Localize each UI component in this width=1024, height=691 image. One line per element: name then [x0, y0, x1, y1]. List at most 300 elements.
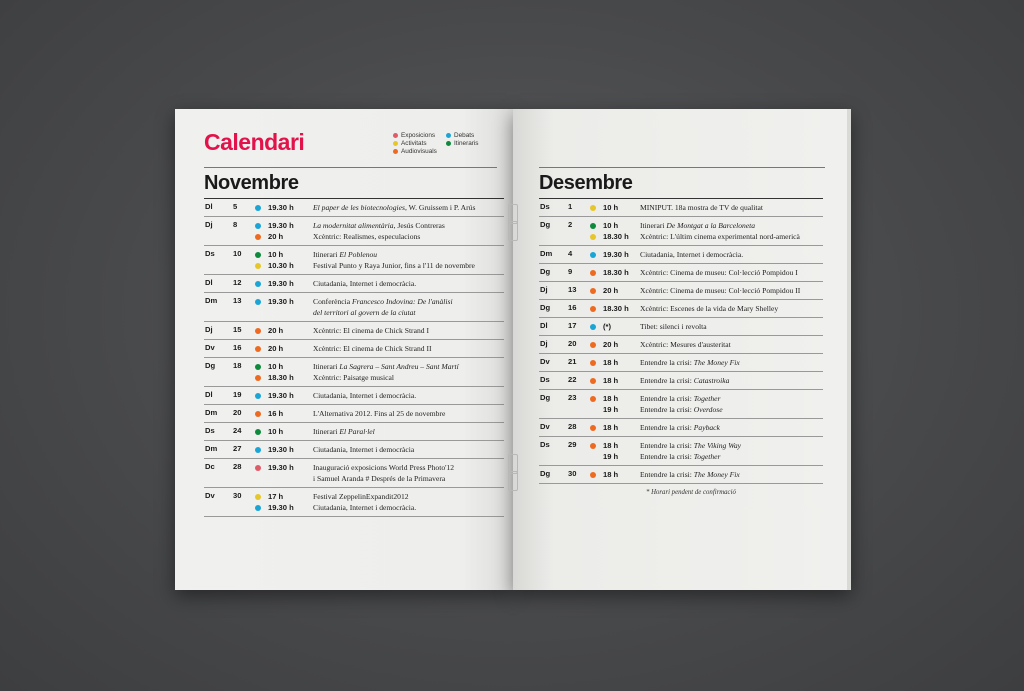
day-number: 21 — [568, 357, 577, 366]
event-line — [255, 231, 504, 242]
event-list — [255, 426, 504, 437]
event-line — [590, 469, 823, 480]
description-segment: Xcèntric: Cinema de museu: Col·lecció Pompidou II — [640, 286, 801, 295]
event-time: 10 h — [268, 250, 284, 259]
schedule-row — [539, 419, 823, 437]
day-number: 30 — [568, 469, 577, 478]
category-dot-icon — [590, 407, 596, 413]
day-number: 24 — [233, 426, 242, 435]
schedule-row — [204, 488, 504, 517]
category-dot-icon — [590, 425, 596, 431]
day-label — [539, 339, 590, 350]
event-line — [255, 296, 504, 307]
category-dot-icon — [590, 360, 596, 366]
day-label — [539, 469, 590, 480]
day-label — [204, 390, 255, 401]
event-list — [590, 422, 823, 433]
legend-label: Itineraris — [454, 139, 479, 147]
event-time: 19 h — [603, 405, 619, 414]
day-label — [204, 296, 255, 318]
description-segment: Entendre la crisi: — [640, 470, 694, 479]
category-dot-icon — [255, 310, 261, 316]
description-segment: Itinerari — [640, 221, 667, 230]
day-label — [204, 202, 255, 213]
event-list — [255, 408, 504, 419]
category-dot-icon — [255, 252, 261, 258]
schedule-row — [539, 282, 823, 300]
category-dot-icon — [255, 494, 261, 500]
category-dot-icon — [590, 454, 596, 460]
day-number: 28 — [568, 422, 577, 431]
legend-dot-icon — [446, 141, 451, 146]
calendar-title: Calendari — [204, 129, 305, 155]
day-number: 20 — [568, 339, 577, 348]
description-segment: Ciutadania, Internet i democràcia. — [313, 391, 417, 400]
category-dot-icon — [590, 324, 596, 330]
description-segment: Inauguració exposicions World Press Photo'12 — [313, 463, 455, 472]
staple-top-2 — [508, 221, 518, 241]
event-time: 20 h — [603, 340, 619, 349]
day-label — [204, 444, 255, 455]
november-schedule — [204, 198, 504, 517]
event-list — [255, 491, 504, 513]
description-segment: The Money Fix — [693, 358, 740, 367]
event-line — [255, 307, 504, 318]
weekday-abbr: Ds — [540, 375, 550, 384]
event-list — [590, 440, 823, 462]
event-time: 20 h — [603, 286, 619, 295]
weekday-abbr: Dm — [540, 249, 553, 258]
month-title-novembre: Novembre — [204, 172, 299, 194]
event-time: 19.30 h — [268, 445, 294, 454]
event-list — [255, 220, 504, 242]
day-label — [539, 375, 590, 386]
weekday-abbr: Dl — [205, 278, 213, 287]
description-segment: Ciutadania, Internet i democràcia. — [640, 250, 744, 259]
description-segment: Entendre la crisi: — [640, 394, 694, 403]
event-line — [590, 339, 823, 350]
schedule-row — [204, 405, 504, 423]
description-segment: Xcèntric: El cinema de Chick Strand II — [313, 344, 432, 353]
legend-dot-icon — [393, 149, 398, 154]
schedule-row — [539, 390, 823, 419]
day-label — [204, 343, 255, 354]
event-line — [590, 231, 823, 242]
event-description — [640, 452, 721, 461]
event-description — [313, 261, 475, 270]
event-line — [255, 473, 504, 484]
event-line — [255, 462, 504, 473]
event-line — [255, 202, 504, 213]
event-list — [590, 220, 823, 242]
event-description — [313, 463, 454, 472]
event-line — [590, 451, 823, 462]
schedule-row — [204, 322, 504, 340]
legend-dot-icon — [446, 133, 451, 138]
weekday-abbr: Dj — [540, 285, 548, 294]
event-list — [590, 357, 823, 368]
description-segment: i Samuel Aranda # Després de la Primavera — [313, 474, 446, 483]
weekday-abbr: Dc — [205, 462, 215, 471]
event-time: 19.30 h — [603, 250, 629, 259]
event-time: 18 h — [603, 470, 619, 479]
schedule-row — [204, 358, 504, 387]
weekday-abbr: Dm — [205, 408, 218, 417]
event-time: 10 h — [603, 221, 619, 230]
description-segment: Xcèntric: L'últim cinema experimental nord-americà — [640, 232, 800, 241]
event-time: 18.30 h — [603, 232, 629, 241]
event-time: 18 h — [603, 441, 619, 450]
description-segment: Xcèntric: Realismes, especulacions — [313, 232, 421, 241]
event-time: 20 h — [268, 326, 284, 335]
event-time: 18 h — [603, 358, 619, 367]
day-label — [539, 202, 590, 213]
event-time: 17 h — [268, 492, 284, 501]
event-line — [255, 502, 504, 513]
legend-label: Debats — [454, 132, 475, 139]
day-number: 4 — [568, 249, 573, 258]
event-description — [313, 474, 445, 483]
category-dot-icon — [255, 429, 261, 435]
event-line — [255, 278, 504, 289]
day-label — [539, 220, 590, 242]
day-number: 5 — [233, 202, 238, 211]
description-segment: La modernitat alimentària — [313, 221, 394, 230]
event-list — [590, 202, 823, 213]
event-list — [255, 249, 504, 271]
event-description — [640, 221, 755, 230]
month-title-desembre: Desembre — [539, 172, 633, 194]
description-segment: Ciutadania, Internet i democràcia. — [313, 279, 417, 288]
event-line — [590, 422, 823, 433]
category-dot-icon — [590, 443, 596, 449]
event-line — [590, 440, 823, 451]
weekday-abbr: Dm — [205, 296, 218, 305]
weekday-abbr: Dg — [540, 220, 551, 229]
event-list — [255, 361, 504, 383]
weekday-abbr: Dv — [540, 422, 550, 431]
event-line — [255, 220, 504, 231]
category-dot-icon — [255, 346, 261, 352]
schedule-row — [539, 199, 823, 217]
weekday-abbr: Dg — [540, 267, 551, 276]
day-number: 18 — [233, 361, 242, 370]
description-segment: De Montgat a la Barceloneta — [666, 221, 756, 230]
day-number: 13 — [233, 296, 242, 305]
event-description — [313, 297, 453, 306]
event-description — [640, 250, 743, 259]
category-dot-icon — [255, 263, 261, 269]
description-segment: Together — [693, 452, 721, 461]
day-label — [539, 249, 590, 260]
schedule-row — [539, 217, 823, 246]
description-segment: Entendre la crisi: — [640, 452, 694, 461]
description-segment: Entendre la crisi: — [640, 376, 694, 385]
event-description — [640, 423, 720, 432]
event-list — [590, 321, 823, 332]
event-list — [590, 303, 823, 314]
category-dot-icon — [590, 342, 596, 348]
category-dot-icon — [590, 378, 596, 384]
legend-label: Audiovisuals — [401, 147, 437, 155]
description-segment: Entendre la crisi: — [640, 358, 694, 367]
event-description — [313, 492, 409, 501]
description-segment: Itinerari — [313, 427, 340, 436]
event-description — [640, 304, 778, 313]
legend-label: Exposicions — [401, 132, 436, 139]
title-rule — [539, 167, 825, 168]
weekday-abbr: Dj — [540, 339, 548, 348]
description-segment: El Poblenou — [339, 250, 378, 259]
day-label — [539, 321, 590, 332]
event-list — [590, 469, 823, 480]
event-time: 10 h — [268, 427, 284, 436]
day-number: 22 — [568, 375, 577, 384]
weekday-abbr: Dm — [205, 444, 218, 453]
schedule-row — [204, 423, 504, 441]
description-segment: Overdose — [693, 405, 723, 414]
event-list — [255, 343, 504, 354]
day-number: 20 — [233, 408, 242, 417]
category-dot-icon — [590, 234, 596, 240]
legend-column-right — [446, 132, 513, 148]
category-dot-icon — [255, 328, 261, 334]
event-description — [640, 394, 721, 403]
event-time: 10 h — [268, 362, 284, 371]
description-segment: Entendre la crisi: — [640, 441, 694, 450]
day-number: 23 — [568, 393, 577, 402]
event-line — [255, 372, 504, 383]
category-dot-icon — [255, 364, 261, 370]
event-line — [255, 426, 504, 437]
event-line — [255, 260, 504, 271]
description-segment: MINIPUT. 18a mostra de TV de qualitat — [640, 203, 763, 212]
event-description — [313, 308, 416, 317]
day-number: 8 — [233, 220, 238, 229]
category-dot-icon — [255, 393, 261, 399]
description-segment: , W. Gruissem i P. Arús — [404, 203, 476, 212]
right-page — [513, 109, 851, 590]
description-segment: Ciutadania, Internet i democràcia — [313, 445, 415, 454]
event-time: 18 h — [603, 423, 619, 432]
event-list — [255, 462, 504, 484]
event-description — [313, 503, 416, 512]
description-segment: The Money Fix — [693, 470, 740, 479]
event-description — [313, 373, 394, 382]
event-time: 10 h — [603, 203, 619, 212]
event-description — [640, 358, 740, 367]
weekday-abbr: Ds — [540, 440, 550, 449]
event-line — [590, 202, 823, 213]
event-time: 18.30 h — [268, 373, 294, 382]
weekday-abbr: Dg — [540, 393, 551, 402]
category-dot-icon — [590, 205, 596, 211]
description-segment: Payback — [693, 423, 720, 432]
event-line — [590, 249, 823, 260]
schedule-row — [539, 264, 823, 282]
event-description — [640, 268, 798, 277]
category-dot-icon — [255, 411, 261, 417]
day-number: 28 — [233, 462, 242, 471]
event-list — [590, 249, 823, 260]
weekday-abbr: Dj — [205, 325, 213, 334]
day-number: 1 — [568, 202, 573, 211]
event-description — [640, 203, 763, 212]
schedule-row — [204, 340, 504, 358]
staple-bottom-2 — [508, 471, 518, 491]
description-segment: Xcèntric: Escenes de la vida de Mary Shelley — [640, 304, 779, 313]
description-segment: Ciutadania, Internet i democràcia. — [313, 503, 417, 512]
day-number: 17 — [568, 321, 577, 330]
event-description — [313, 250, 377, 259]
event-time: 19.30 h — [268, 203, 294, 212]
event-description — [640, 441, 741, 450]
weekday-abbr: Dg — [540, 469, 551, 478]
day-label — [539, 422, 590, 433]
event-line — [255, 343, 504, 354]
event-line — [590, 303, 823, 314]
event-description — [640, 405, 723, 414]
event-description — [313, 232, 420, 241]
booklet — [175, 109, 851, 590]
day-label — [204, 249, 255, 271]
day-label — [539, 303, 590, 314]
event-description — [313, 203, 475, 212]
schedule-row — [204, 387, 504, 405]
event-list — [255, 296, 504, 318]
weekday-abbr: Dl — [540, 321, 548, 330]
schedule-row — [539, 466, 823, 484]
event-time: 18.30 h — [603, 304, 629, 313]
category-dot-icon — [590, 270, 596, 276]
day-label — [539, 440, 590, 462]
weekday-abbr: Ds — [205, 249, 215, 258]
event-time: 19.30 h — [268, 297, 294, 306]
schedule-row — [539, 318, 823, 336]
description-segment: Xcèntric: Paisatge musical — [313, 373, 394, 382]
event-list — [255, 325, 504, 336]
event-time: 19 h — [603, 452, 619, 461]
event-line — [590, 285, 823, 296]
event-list — [590, 285, 823, 296]
day-number: 19 — [233, 390, 242, 399]
description-segment: La Sagrera – Sant Andreu – Sant Martí — [339, 362, 459, 371]
event-time: 19.30 h — [268, 221, 294, 230]
event-line — [255, 361, 504, 372]
event-description — [313, 409, 445, 418]
category-dot-icon — [255, 375, 261, 381]
description-segment: , Jesús Contreras — [393, 221, 445, 230]
december-schedule — [539, 198, 823, 496]
event-time: 16 h — [268, 409, 284, 418]
description-segment: Xcèntric: El cinema de Chick Strand I — [313, 326, 429, 335]
description-segment: Festival Punto y Raya Junior, fins a l'11 de novembre — [313, 261, 475, 270]
event-line — [590, 375, 823, 386]
event-description — [313, 427, 375, 436]
day-number: 29 — [568, 440, 577, 449]
event-description — [640, 286, 800, 295]
day-number: 16 — [568, 303, 577, 312]
description-segment: The Viking Way — [693, 441, 742, 450]
schedule-row — [204, 441, 504, 459]
event-line — [255, 444, 504, 455]
day-label — [204, 462, 255, 484]
legend-label: Activitats — [401, 139, 427, 147]
event-time: (*) — [603, 322, 612, 331]
day-number: 16 — [233, 343, 242, 352]
event-line — [255, 325, 504, 336]
description-segment: Conferència — [313, 297, 353, 306]
day-number: 30 — [233, 491, 242, 500]
event-description — [313, 445, 414, 454]
description-segment: Xcèntric: Mesures d'austeritat — [640, 340, 731, 349]
title-rule — [204, 167, 497, 168]
description-segment: Entendre la crisi: — [640, 405, 694, 414]
event-time: 19.30 h — [268, 279, 294, 288]
event-time: 18 h — [603, 394, 619, 403]
category-dot-icon — [255, 205, 261, 211]
legend-dot-icon — [393, 133, 398, 138]
event-description — [640, 232, 800, 241]
event-time: 19.30 h — [268, 503, 294, 512]
description-segment: El paper de les biotecnologies — [313, 203, 405, 212]
description-segment: Itinerari — [313, 250, 340, 259]
weekday-abbr: Dj — [205, 220, 213, 229]
legend-dot-icon — [393, 141, 398, 146]
schedule-row — [539, 354, 823, 372]
schedule-row — [539, 437, 823, 466]
day-number: 13 — [568, 285, 577, 294]
event-list — [590, 393, 823, 415]
event-list — [590, 267, 823, 278]
schedule-row — [539, 336, 823, 354]
event-list — [590, 339, 823, 350]
category-dot-icon — [590, 223, 596, 229]
event-time: 19.30 h — [268, 391, 294, 400]
event-line — [255, 408, 504, 419]
weekday-abbr: Dv — [540, 357, 550, 366]
event-line — [590, 357, 823, 368]
category-dot-icon — [590, 252, 596, 258]
schedule-row — [204, 199, 504, 217]
day-number: 15 — [233, 325, 242, 334]
category-dot-icon — [255, 223, 261, 229]
category-dot-icon — [590, 306, 596, 312]
event-description — [313, 279, 416, 288]
description-segment: Francesco Indovina: De l'anàlisi — [352, 297, 453, 306]
event-time: 19.30 h — [268, 463, 294, 472]
legend-item — [393, 148, 463, 156]
schedule-row — [204, 246, 504, 275]
category-dot-icon — [590, 396, 596, 402]
category-dot-icon — [590, 288, 596, 294]
event-line — [255, 390, 504, 401]
category-dot-icon — [255, 299, 261, 305]
event-description — [313, 326, 429, 335]
category-dot-icon — [255, 447, 261, 453]
weekday-abbr: Dl — [205, 390, 213, 399]
description-segment: Itinerari — [313, 362, 340, 371]
event-line — [255, 491, 504, 502]
day-label — [539, 357, 590, 368]
description-segment: El Paral·lel — [339, 427, 375, 436]
description-segment: L'Alternativa 2012. Fins al 25 de novembre — [313, 409, 446, 418]
legend-item — [446, 140, 513, 148]
event-description — [640, 470, 740, 479]
event-line — [590, 404, 823, 415]
day-number: 27 — [233, 444, 242, 453]
event-line — [590, 220, 823, 231]
